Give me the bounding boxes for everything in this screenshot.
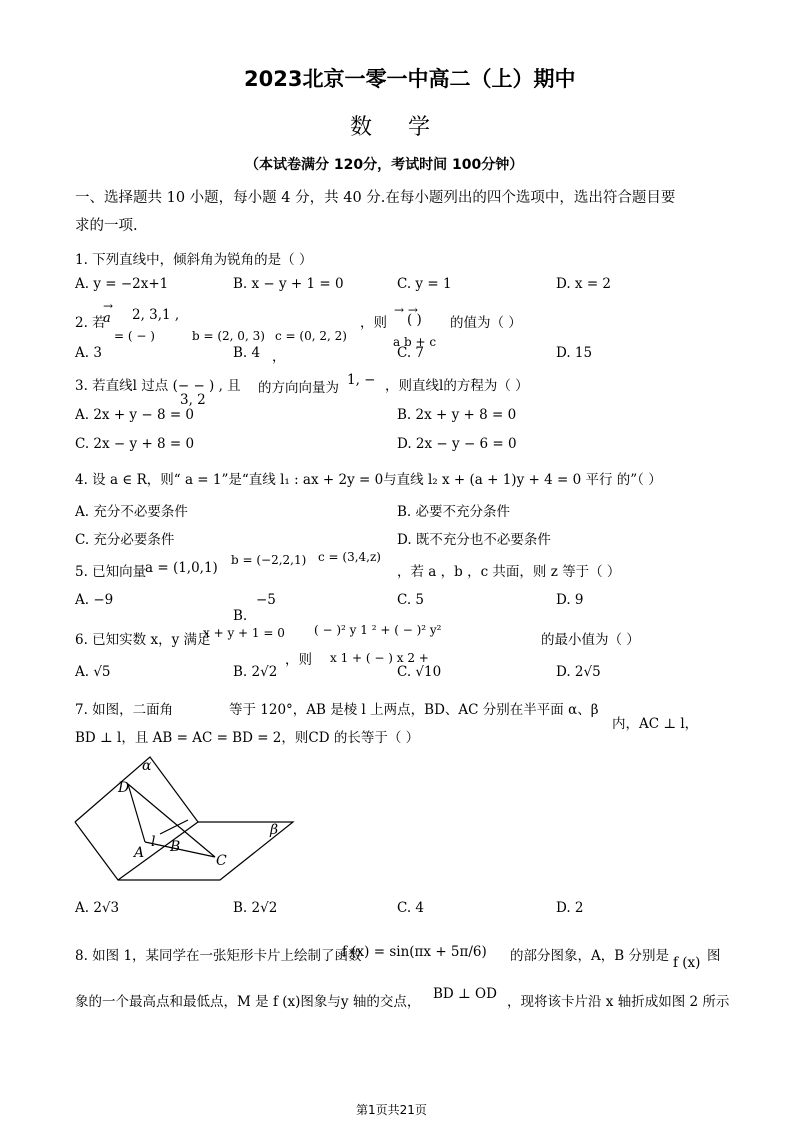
figure-label-l: l	[151, 834, 156, 850]
q4-stem: 4. 设 a ∈ R，则“ a = 1”是“直线 l₁ : ax + 2y = 0与直线 l₂ x + (a + 1)y + 4 = 0 平行 的”（ ）	[75, 472, 662, 488]
q5-option-b: −5	[256, 592, 276, 608]
q7-option-a: A. 2√3	[75, 900, 120, 916]
q1-option-c: C. y = 1	[397, 276, 452, 292]
subject-title: 数学	[350, 115, 467, 140]
q2-vec-a-arrow: →	[103, 299, 114, 313]
q2-tail: 的值为（ ）	[450, 315, 522, 331]
q6-tail: 的最小值为（ ）	[541, 632, 640, 648]
q5-option-d: D. 9	[556, 592, 584, 608]
q1-option-d: D. x = 2	[556, 276, 612, 292]
q7-option-b: B. 2√2	[233, 900, 278, 916]
q2-then: ，则	[360, 315, 387, 331]
q3-option-b: B. 2x + y + 8 = 0	[397, 407, 517, 423]
figure-label-beta: β	[270, 822, 279, 838]
q7-option-d: D. 2	[556, 900, 584, 916]
q7-stem-part3: 内，AC ⊥ l，	[612, 716, 699, 732]
q3-option-c: C. 2x − y + 8 = 0	[75, 436, 195, 452]
q1-option-b: B. x − y + 1 = 0	[233, 276, 344, 292]
q2-option-a: A. 3	[75, 345, 102, 361]
q7-stem-part2: 等于 120°，AB 是棱 l 上两点，BD、AC 分别在半平面 α、β	[229, 702, 599, 718]
q1-option-a: A. y = −2x+1	[75, 276, 169, 292]
q5-stem-part1: 5. 已知向量	[75, 564, 147, 580]
q3-stem-part2: 的方向向量为	[258, 380, 339, 396]
q3-point: 3, 2	[180, 392, 206, 408]
q2-option-b: B. 4	[233, 345, 261, 361]
figure-label-d: D	[118, 780, 130, 796]
q2-stem-lead: 2. 若	[75, 315, 106, 331]
q2-vec-c: c = (0, 2, 2)	[275, 329, 347, 343]
q8-line2-part1: 象的一个最高点和最低点，M 是	[75, 994, 269, 1010]
q2-vec-a-top: 2, 3,1 ,	[132, 307, 180, 323]
page-number: 第1页共21页	[356, 1103, 427, 1117]
q7-stem-part1: 7. 如图，二面角	[75, 702, 174, 718]
q6-option-c: C. √10	[397, 664, 442, 680]
section-heading-line1: 一、选择题共 10 小题，每小题 4 分，共 40 分.在每小题列出的四个选项中，选出符合题目要	[75, 190, 676, 206]
q3-direction: 1, −	[347, 372, 376, 388]
figure-label-b: B	[170, 839, 181, 855]
q8-stem-part2: 的部分图象，A，B 分别是	[510, 948, 669, 964]
q4-option-c: C. 充分必要条件	[75, 532, 175, 548]
dihedral-angle-figure	[70, 752, 310, 892]
q2-expr: ( )	[407, 312, 422, 328]
q5-option-c: C. 5	[397, 592, 425, 608]
q6-option-d: D. 2√5	[556, 664, 601, 680]
q5-vec-a: a = (1,0,1)	[145, 560, 218, 576]
q6-expr-top: ( − )² y 1 ² + ( − )² y²	[314, 623, 442, 637]
q4-option-b: B. 必要不充分条件	[397, 504, 511, 520]
q8-stem-part3: 图	[707, 948, 721, 964]
q2-option-d: D. 15	[556, 345, 593, 361]
q4-option-d: D. 既不充分也不必要条件	[397, 532, 551, 548]
q7-stem-line2: BD ⊥ l，且 AB = AC = BD = 2，则CD 的长等于（ ）	[75, 730, 420, 746]
q3-stem-part1: 3. 若直线l 过点 (− − ) , 且	[75, 378, 241, 394]
q8-line2-part4: ，现将该卡片沿 x 轴折成如图 2 所示	[507, 994, 730, 1010]
figure-label-c: C	[216, 853, 227, 869]
q2-vec-a-val: = ( − )	[114, 329, 155, 343]
q4-option-a: A. 充分不必要条件	[75, 504, 188, 520]
figure-label-a: A	[134, 845, 145, 861]
q2-expr-arrows: → →	[394, 303, 418, 317]
q5-vec-c: c = (3,4,z)	[318, 550, 381, 564]
q8-stem-part1: 8. 如图 1，某同学在一张矩形卡片上绘制了函数	[75, 948, 362, 964]
q3-option-a: A. 2x + y − 8 = 0	[75, 407, 195, 423]
q8-function: f (x) = sin(πx + 5π/6)	[342, 944, 487, 960]
q2-vec-b: b = (2, 0, 3)	[192, 329, 265, 343]
q5-vec-b: b = (−2,2,1)	[231, 553, 307, 567]
q6-stem-part1: 6. 已知实数 x，y 满足	[75, 632, 211, 648]
figure-label-alpha: α	[142, 758, 152, 774]
q2-option-c: C. 7	[397, 345, 425, 361]
q1-stem: 1. 下列直线中，倾斜角为锐角的是（ ）	[75, 252, 313, 268]
q7-option-c: C. 4	[397, 900, 425, 916]
q2-vec-a: a	[103, 311, 111, 326]
exam-note: （本试卷满分 120分，考试时间 100分钟）	[245, 157, 524, 173]
page-title: 2023北京一零一中高二（上）期中	[244, 67, 576, 91]
q6-option-a: A. √5	[75, 664, 111, 680]
q8-line2-part2: f (x)图象与y 轴的交点，	[273, 994, 421, 1010]
q8-line2-part3: BD ⊥ OD	[433, 986, 497, 1002]
q2-comma: ，	[272, 349, 286, 365]
q2-expr-bottom: a b + c	[393, 335, 437, 349]
q6-condition: x + y + 1 = 0	[203, 626, 285, 640]
q5-option-a: A. −9	[75, 592, 114, 608]
q6-option-b: B. 2√2	[233, 664, 278, 680]
q6-expr-bottom: x 1 + ( − ) x 2 +	[330, 651, 429, 665]
q5-stem-part2: ，若 a ，b ，c 共面，则 z 等于（ ）	[397, 564, 621, 580]
q6-then: ，则	[285, 652, 312, 668]
section-heading-line2: 求的一项.	[75, 218, 138, 234]
q5-option-b-label: B.	[233, 608, 248, 624]
q8-fx: f (x)	[673, 955, 701, 971]
q3-stem-part3: ，则直线l的方程为（ ）	[385, 378, 529, 394]
q3-option-d: D. 2x − y − 6 = 0	[397, 436, 517, 452]
